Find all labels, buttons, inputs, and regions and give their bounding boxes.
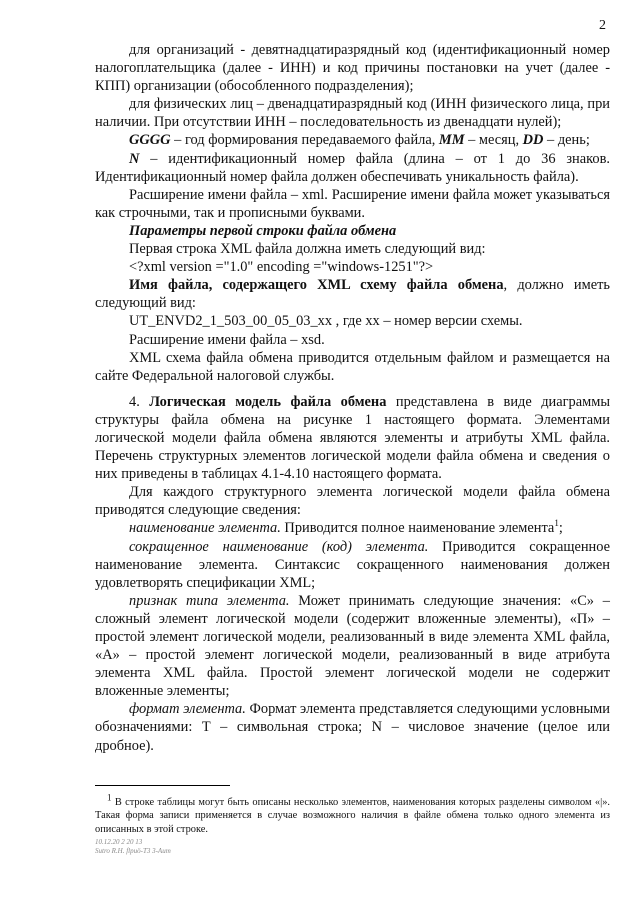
footnote-separator [95,785,230,786]
paragraph-element-format [95,700,610,754]
element-name-term: наименование элемента. [129,520,281,537]
element-name-text: Приводится полное наименование элемента [280,520,555,537]
footnote-text [95,792,610,836]
schema-file-name: UT_ENVD2_1_503_00_05_03_xx , где хх – номер версии схемы. [129,313,523,330]
paragraph-element-type [95,592,610,701]
element-name-end: ; [558,520,563,537]
xml-declaration: <?xml version ="1.0" encoding ="windows-1251"?> [129,259,434,276]
schema-extension: Расширение имени файла – xsd. [129,331,325,348]
logical-model-text: представлена в виде диаграммы структуры файла обмена на рисунке 1 настоящего формата. Элементами логической модели файла обмена являются элементы и атрибуты XML файла. Перечень структурных элементов логической модели файла обмена и сведения о них приведены в таблицах 4.1-4.10 настоящего формата. [95,393,610,483]
footnote-body: В строке таблицы могут быть описаны несколько элементов, наименования которых разделены символом «|». Такая форма записи применяется в случае возможного наличия в файле обмена только одного элемента из описанных в этой строке. [95,797,610,835]
paragraph-file-id [95,150,610,186]
n-definition: – идентификационный номер файла (длина – от 1 до 36 знаков. Идентификационный номер файла должен обеспечивать уникальность файла). [95,150,610,185]
dd-definition: – день; [543,132,590,149]
paragraph-first-line: Первая строка XML файла должна иметь следующий вид: [129,241,486,258]
paragraph-element-code [95,538,610,592]
footnote [95,792,610,836]
paragraph-extension: Расширение имени файла – xml. Расширение имени файла может указываться как строчными, так и прописными буквами. [95,186,610,221]
paragraph-schema-name [95,276,610,312]
n-term: N [129,150,140,167]
paragraph-logical-model [95,393,610,483]
element-code-term: сокращенное наименование (код) элемента. [129,538,429,555]
gggg-term: GGGG [129,132,171,149]
logical-model-bold: Логическая модель файла обмена [149,393,387,410]
schema-name-bold: Имя файла, содержащего XML схему файла обмена [129,277,504,294]
element-type-text: Может принимать следующие значения: «С» – сложный элемент логической модели (содержит вложенные элементы), «П» – простой элемент логической модели, реализованный в виде элемента XML файла, «А» – простой элемент логической модели, реализованный в виде атрибута элемента XML файла. Простой элемент логической модели не содержит вложенные элементы; [95,592,610,700]
stamp-line-1: 10.12.20 2 20 13 [95,838,143,846]
paragraph-date-fields [95,131,610,149]
paragraph-element-name [95,519,610,537]
paragraph-schema-publication: XML схема файла обмена приводится отдельным файлом и размещается на сайте Федеральной налоговой службы. [95,349,610,384]
mm-term: MM [438,132,465,149]
section-number: 4. [129,393,150,410]
element-format-term: формат элемента. [129,701,246,718]
gggg-definition: – год формирования передаваемого файла, [170,132,439,149]
section-heading-first-line [95,222,610,240]
footnote-mark: 1 [107,792,112,803]
element-code-text: Приводится сокращенное наименование элемента. Синтаксис сокращенного наименования должен удовлетворять спецификации XML; [95,538,610,591]
schema-name-text: , должно иметь следующий вид: [95,277,610,312]
stamp-line-2: Sutro R.H. flpuö-T3 3-Aum [95,847,171,855]
first-line-heading: Параметры первой строки файла обмена [129,222,397,239]
paragraph-element-info: Для каждого структурного элемента логической модели файла обмена приводятся следующие сведения: [95,484,610,519]
mm-definition: – месяц, [464,132,523,149]
dd-term: DD [522,132,544,149]
element-format-text: Формат элемента представляется следующими условными обозначениями: Т – символьная строка; N – числовое значение (целое или дробное). [95,701,610,754]
page-body [95,41,610,755]
paragraph-individuals: для физических лиц – двенадцатиразрядный код (ИНН физического лица, при наличии. При отсутствии ИНН – последовательность из двенадцати нулей); [95,96,610,131]
paragraph-organizations: для организаций - девятнадцатиразрядный код (идентификационный номер налогоплательщика (далее - ИНН) и код причины постановки на учет (далее - КПП) организации (обособленного подразделения); [95,42,610,95]
registration-stamp [95,838,171,856]
page-number: 2 [599,18,606,33]
footnote-reference: 1 [554,518,559,529]
element-type-term: признак типа элемента. [129,592,290,609]
